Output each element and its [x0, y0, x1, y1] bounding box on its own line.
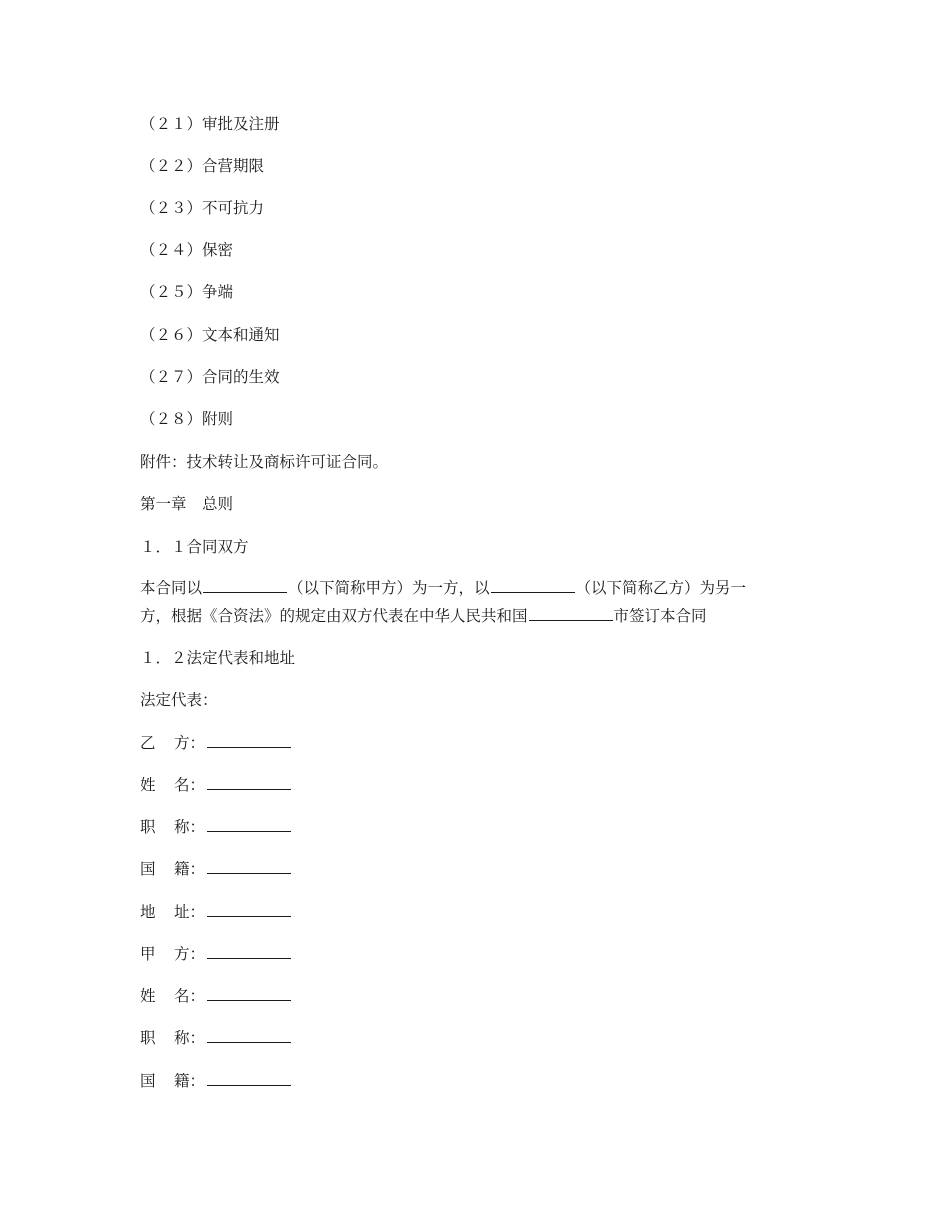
field-label-char: 称： [174, 1029, 206, 1047]
field-label-char: 国 [140, 1072, 156, 1090]
field-label-char: 籍： [174, 860, 206, 878]
section-heading-1-2: １．２法定代表和地址 [140, 649, 296, 667]
party-a-blank [203, 577, 287, 593]
field-blank [207, 858, 291, 874]
paragraph-text: （以下简称乙方）为另一 [575, 579, 747, 597]
field-blank [207, 732, 291, 748]
field-label-char: 方： [174, 945, 206, 963]
field-label [140, 1027, 206, 1049]
toc-item-21: （２１）审批及注册 [140, 115, 280, 133]
field-blank [207, 901, 291, 917]
field-label-char: 职 [140, 818, 156, 836]
field-label-char: 方： [174, 734, 206, 752]
field-label-char: 籍： [174, 1072, 206, 1090]
party-b-blank [491, 577, 575, 593]
field-row [140, 816, 292, 838]
section-heading-1-1: １．１合同双方 [140, 538, 249, 556]
field-label-char: 称： [174, 818, 206, 836]
field-blank [207, 943, 291, 959]
field-label-char: 址： [174, 903, 206, 921]
toc-item-22: （２２）合营期限 [140, 157, 265, 175]
field-label-char: 名： [174, 987, 206, 1005]
field-row [140, 732, 292, 754]
field-blank [207, 774, 291, 790]
field-label [140, 901, 206, 923]
parties-paragraph-row-1 [140, 574, 800, 602]
parties-paragraph-row-2 [140, 602, 800, 630]
field-row [140, 858, 292, 880]
field-label [140, 816, 206, 838]
field-label-char: 职 [140, 1029, 156, 1047]
paragraph-text: （以下简称甲方）为一方，以 [288, 579, 490, 597]
parties-paragraph [140, 574, 800, 630]
field-blank [207, 1027, 291, 1043]
city-blank [529, 605, 613, 621]
field-row [140, 774, 292, 796]
field-row [140, 901, 292, 923]
field-blank [207, 1070, 291, 1086]
paragraph-text: 方，根据《合资法》的规定由双方代表在中华人民共和国 [140, 607, 528, 625]
field-label [140, 985, 206, 1007]
field-label-char: 甲 [140, 945, 156, 963]
field-row [140, 1070, 292, 1092]
field-blank [207, 816, 291, 832]
field-label-char: 国 [140, 860, 156, 878]
toc-item-24: （２４）保密 [140, 241, 234, 259]
field-label-char: 地 [140, 903, 156, 921]
toc-item-27: （２７）合同的生效 [140, 368, 280, 386]
field-row [140, 943, 292, 965]
field-label-char: 名： [174, 776, 206, 794]
attachment-note: 附件：技术转让及商标许可证合同。 [140, 453, 389, 471]
field-label [140, 943, 206, 965]
field-label-char: 姓 [140, 776, 156, 794]
field-label [140, 1070, 206, 1092]
legal-rep-label: 法定代表： [140, 691, 218, 709]
toc-item-23: （２３）不可抗力 [140, 199, 265, 217]
toc-item-28: （２８）附则 [140, 410, 234, 428]
paragraph-text: 市签订本合同 [613, 607, 707, 625]
field-label [140, 732, 206, 754]
toc-item-26: （２６）文本和通知 [140, 326, 280, 344]
field-row [140, 985, 292, 1007]
field-label [140, 858, 206, 880]
field-row [140, 1027, 292, 1049]
field-label [140, 774, 206, 796]
paragraph-text: 本合同以 [140, 579, 203, 597]
toc-item-25: （２５）争端 [140, 283, 234, 301]
field-blank [207, 985, 291, 1001]
field-label-char: 姓 [140, 987, 156, 1005]
field-label-char: 乙 [140, 734, 156, 752]
chapter-title: 第一章 总则 [140, 495, 234, 513]
